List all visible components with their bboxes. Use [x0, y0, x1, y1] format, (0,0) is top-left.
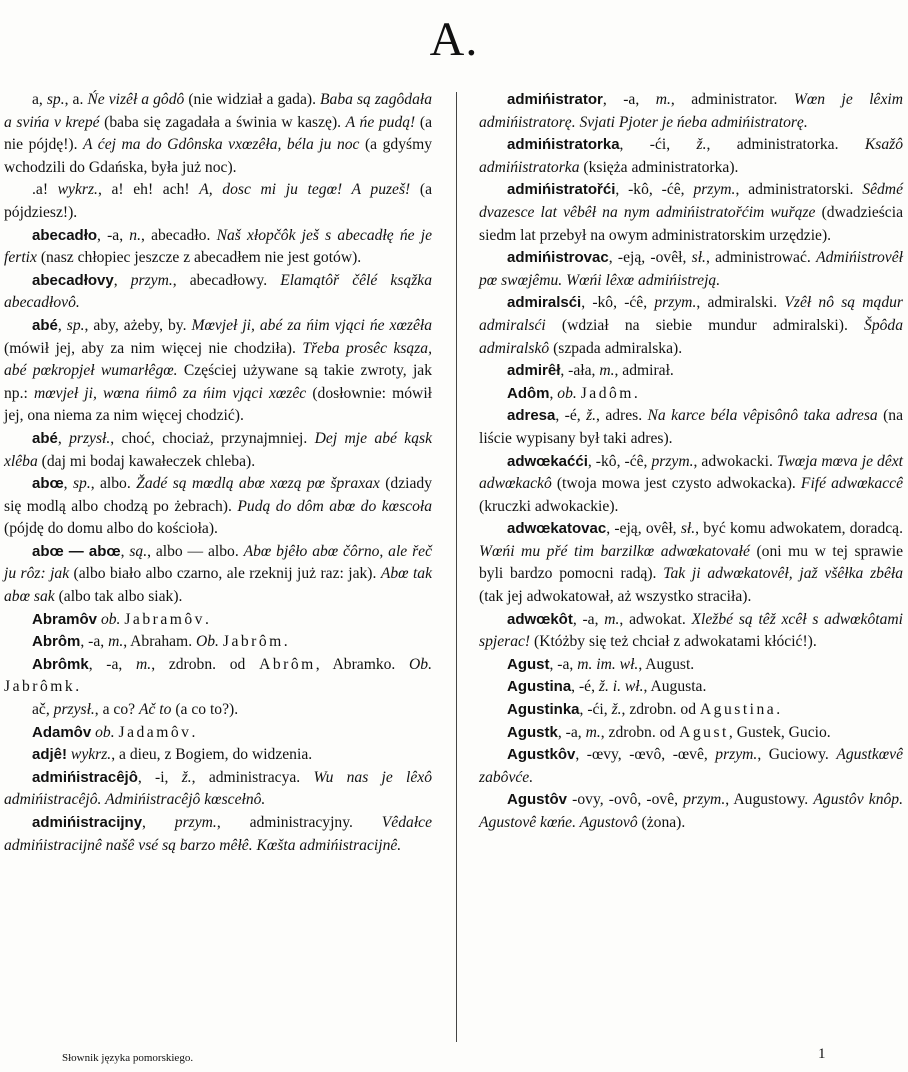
- dictionary-entry: [479, 134, 903, 179]
- entry-text: , August.: [638, 655, 695, 673]
- dictionary-entry: [479, 518, 903, 608]
- footer-note: Słownik języka pomorskiego.: [62, 1052, 194, 1064]
- entry-text: ,: [113, 271, 131, 289]
- entry-text: (dziady się modlą albo chodzą po żebrach).: [4, 475, 432, 515]
- entry-italic-text: sł.: [691, 249, 706, 267]
- entry-text: , a co?: [94, 701, 139, 719]
- entry-headword: adwœkaćći: [507, 452, 588, 470]
- entry-italic-text: ž.: [611, 701, 622, 719]
- entry-text: , administracya.: [191, 768, 314, 786]
- entry-text: , administracyjny.: [216, 814, 382, 831]
- entry-text: (Któżby się też chciał z adwokatami kłócić!).: [530, 633, 817, 651]
- dictionary-entry: [4, 473, 432, 541]
- entry-text: (twoja mowa jest czysto adwokacka).: [551, 475, 801, 493]
- entry-headword: Agustk: [507, 723, 558, 741]
- entry-text: (mówił jej, aby za nim więcej nie chodziła).: [4, 339, 303, 357]
- entry-text: (dwadzieścia siedm lat przebył na owym administratorskim urzędzie).: [479, 203, 903, 244]
- entry-text: ,: [63, 475, 73, 493]
- entry-text: , Gustek, Gucio.: [728, 723, 831, 741]
- entry-text: (szpada admiralska).: [549, 339, 683, 357]
- entry-italic-text: ž.: [696, 136, 707, 154]
- dictionary-entry: [479, 744, 903, 789]
- entry-text: , Abraham.: [123, 633, 196, 651]
- entry-text: ,: [120, 542, 130, 560]
- dictionary-entry: [479, 451, 903, 519]
- dictionary-entry: [479, 789, 903, 834]
- dictionary-entry: [4, 654, 432, 699]
- entry-italic-text: A ńe pudą!: [345, 113, 416, 131]
- entry-italic-text: Ksažô admińistratorka: [479, 136, 903, 176]
- dictionary-entry: [4, 699, 432, 722]
- entry-italic-text: m.: [599, 362, 615, 380]
- entry-italic-text: Ač to: [138, 701, 172, 719]
- entry-text: .: [776, 701, 781, 719]
- entry-text: (wdział na siebie mundur admiralski).: [545, 316, 865, 334]
- entry-italic-text: przysł.: [53, 701, 95, 719]
- entry-headword: admiralsći: [507, 294, 582, 312]
- entry-text: , abecadłowy.: [172, 271, 281, 289]
- entry-text: -ovy, -ovô, -ovê,: [567, 791, 684, 809]
- dictionary-entry: [479, 699, 903, 722]
- entry-headword: admińistratořći: [507, 181, 616, 199]
- entry-italic-text: sp.: [72, 475, 91, 493]
- entry-text: , -ći,: [579, 701, 612, 719]
- entry-italic-text: Naš xłopčôk ješ s abecadłę ńe je fertix: [4, 226, 432, 267]
- dictionary-entry: [4, 428, 432, 473]
- entry-italic-text: Sêdmé dvazesce lat vêbêł na nym admińistratořćim wuřąze: [479, 181, 903, 221]
- entry-italic-text: przym.: [715, 746, 758, 764]
- dictionary-entry: [4, 315, 432, 428]
- entry-italic-text: A ćej ma do Gdônska vxœzêła, béla ju noc: [83, 136, 360, 154]
- entry-text: , -é,: [555, 407, 587, 425]
- entry-italic-text: Pudą do dôm abœ do kœscoła: [237, 497, 432, 515]
- entry-headword: adresa: [507, 407, 556, 425]
- entry-text: (tak jej adwokatował, aż wszystko straciła).: [479, 588, 752, 606]
- entry-headword: Agustkôv: [507, 746, 576, 764]
- entry-text: , a.: [64, 91, 88, 108]
- entry-italic-text: m.: [136, 655, 152, 673]
- entry-italic-text: n.: [129, 226, 141, 244]
- entry-text: .: [283, 633, 288, 651]
- entry-italic-text: Mœvjeł ji, abé za ńim vjąci ńe xœzêła: [191, 316, 432, 334]
- entry-italic-text: są.: [129, 542, 148, 560]
- entry-headword: abé: [32, 316, 58, 334]
- entry-cross-reference: Jabrômk: [4, 678, 76, 696]
- entry-italic-text: Abœ bjêło abœ čôrno, ale řeč ju rôz: jak: [4, 542, 432, 583]
- entry-italic-text: Třeba prosêc ksąza, abé pœkropjeł wumarłêgœ.: [4, 339, 432, 380]
- entry-italic-text: Ob.: [196, 633, 219, 651]
- entry-italic-text: Xležbé są têž xcêł s adwœkôtami spjerac!: [479, 610, 903, 651]
- entry-italic-text: Tak ji adwœkatovêł, jaž všêłka zbêła: [663, 565, 903, 583]
- entry-italic-text: przym.: [651, 452, 694, 470]
- entry-headword: Adamôv: [32, 723, 92, 741]
- entry-text: .a!: [32, 181, 58, 199]
- entry-italic-text: przym.: [130, 271, 173, 289]
- entry-italic-text: Abœ tak abœ sak: [4, 565, 432, 606]
- entry-cross-reference: Jabramôv: [124, 610, 205, 628]
- dictionary-entry: [4, 812, 432, 857]
- entry-text: , -ała,: [560, 362, 600, 380]
- entry-italic-text: Agustôv knôp. Agustovê kœńe. Agustovô: [479, 791, 903, 831]
- dictionary-entry: [4, 541, 432, 609]
- entry-text: (kruczki adwokackie).: [479, 497, 619, 515]
- entry-text: , administrować.: [705, 249, 817, 267]
- entry-text: .: [204, 610, 209, 628]
- entry-italic-text: m.: [108, 633, 124, 651]
- entry-text: (na liście wypisany był taki adres).: [479, 407, 904, 447]
- entry-text: .: [633, 384, 638, 402]
- dictionary-entry: [479, 360, 903, 383]
- entry-italic-text: sł.: [680, 520, 696, 538]
- entry-text: , -a,: [549, 655, 578, 673]
- entry-cross-reference: Jadôm: [580, 384, 634, 402]
- entry-italic-text: ž.: [586, 407, 597, 425]
- dictionary-entry: [4, 767, 432, 812]
- entry-italic-text: przym.: [174, 814, 217, 831]
- entry-text: (dosłownie: mówił jej, ona niema za nim więcej chodzić).: [4, 384, 432, 425]
- entry-italic-text: ob.: [100, 610, 121, 628]
- entry-text: , -a,: [80, 633, 109, 651]
- dictionary-entry: [4, 722, 432, 745]
- entry-headword: admińistrovac: [507, 249, 609, 267]
- entry-headword: Agustinka: [507, 701, 580, 719]
- left-column: [4, 89, 432, 857]
- entry-text: (oni mu w tej sprawie byli bardzo pomocni radą).: [479, 542, 903, 583]
- dictionary-entry: [479, 292, 903, 360]
- entry-italic-text: Vzêł nô są mądur admiralsći: [479, 294, 903, 334]
- entry-text: , Guciowy.: [757, 746, 837, 764]
- page-number: 1: [818, 1046, 826, 1062]
- entry-italic-text: Ńe vizêł a gôdô: [87, 91, 185, 108]
- entry-text: ač,: [32, 701, 54, 719]
- entry-italic-text: sp.: [66, 316, 85, 334]
- entry-headword: Agust: [507, 655, 550, 673]
- entry-text: , administratorski.: [735, 181, 863, 199]
- entry-italic-text: Špôda admiralskô: [479, 316, 903, 357]
- dictionary-entry: [4, 225, 432, 270]
- entry-text: , -a,: [557, 723, 586, 741]
- entry-italic-text: m.: [604, 610, 620, 628]
- entry-italic-text: przysł.: [69, 429, 111, 447]
- entry-italic-text: wykrz.: [57, 181, 98, 199]
- entry-text: , -kô, -ćê,: [581, 294, 655, 312]
- entry-headword: Adôm: [507, 384, 550, 402]
- entry-text: , -é,: [571, 678, 599, 696]
- entry-text: (nie widział a gada).: [184, 91, 321, 108]
- entry-text: (pójdę do domu albo do kościoła).: [4, 520, 218, 538]
- entry-headword: adwœkatovac: [507, 520, 607, 538]
- dictionary-entry: [4, 631, 432, 654]
- entry-text: ,: [57, 316, 67, 334]
- entry-text: a,: [32, 91, 47, 108]
- entry-text: , -kô, -ćê,: [587, 452, 652, 470]
- entry-text: , Abramko.: [315, 655, 410, 673]
- entry-text: (baba się zagadała a świnia w kaszę).: [99, 113, 346, 131]
- entry-italic-text: mœvjeł ji, wœna ńimô za ńim vjąci xœzêc: [33, 384, 307, 402]
- entry-italic-text: Žadé są mœdlą abœ xœzą pœ špraxax: [136, 475, 380, 493]
- entry-italic-text: przym.: [683, 791, 726, 809]
- dictionary-entry: [479, 654, 903, 677]
- entry-headword: admińistratorka: [507, 136, 620, 154]
- entry-text: , -a,: [602, 91, 656, 108]
- entry-headword: abœ — abœ: [32, 542, 121, 560]
- entry-cross-reference: Jabrôm: [222, 633, 284, 651]
- entry-text: (albo biało albo czarno, ale rzeknij już raz: jak).: [69, 565, 381, 583]
- dictionary-entry: [479, 676, 903, 699]
- entry-italic-text: ž.: [181, 768, 192, 786]
- entry-headword: admirêł: [507, 362, 561, 380]
- entry-text: .: [75, 678, 80, 696]
- entry-text: (daj mi bodaj kawałeczek chleba).: [37, 452, 256, 470]
- entry-text: , albo — albo.: [147, 542, 244, 560]
- entry-text: , Augustowy.: [725, 791, 814, 809]
- entry-italic-text: Admińistrovêł pœ swœjêmu. Wœńi lêxœ admińistreją.: [479, 249, 903, 289]
- entry-text: , -ći,: [619, 136, 697, 154]
- entry-text: , administrator.: [670, 91, 794, 108]
- entry-italic-text: Wu nas je lêxô admińistracêjô. Admińistracêjô kœscełnô.: [4, 768, 432, 809]
- entry-italic-text: Agustkœvê zabôvće.: [479, 746, 903, 786]
- entry-text: , -i,: [137, 768, 182, 786]
- entry-text: (żona).: [637, 814, 686, 831]
- entry-text: , zdrobn. od: [621, 701, 700, 719]
- entry-italic-text: m.: [585, 723, 601, 741]
- entry-italic-text: Wœn je lêxim admińistratorę. Svjati Pjoter je ńeba admińistratorę.: [479, 91, 903, 131]
- entry-text: , a! eh! ach!: [97, 181, 200, 199]
- entry-text: , choć, chociaż, przynajmniej.: [110, 429, 315, 447]
- entry-italic-text: Wœńi mu přé tim barzilkœ adwœkatovałé: [479, 542, 750, 560]
- entry-italic-text: Twœja mœva je dêxt adwœkackô: [479, 452, 903, 493]
- entry-text: , adwokat.: [619, 610, 692, 628]
- dictionary-entry: [4, 89, 432, 179]
- entry-text: , albo.: [90, 475, 137, 493]
- entry-text: ,: [142, 814, 175, 831]
- dictionary-entry: [479, 383, 903, 406]
- entry-text: , zdrobn. od: [151, 655, 260, 673]
- entry-headword: admińistrator: [507, 91, 603, 108]
- entry-text: , -eją, -ovêł,: [608, 249, 692, 267]
- dictionary-entry: [479, 89, 903, 134]
- entry-italic-text: Ob.: [409, 655, 433, 673]
- entry-italic-text: A, dosc mi ju tegœ! A puzeš!: [199, 181, 411, 199]
- entry-italic-text: Dej mje abé kąsk xlêba: [4, 429, 432, 470]
- entry-text: , Augusta.: [643, 678, 707, 696]
- page-letter-heading: A.: [429, 13, 479, 66]
- column-divider: [456, 92, 457, 1042]
- entry-text: (a co to?).: [171, 701, 239, 719]
- dictionary-entry: [4, 270, 432, 315]
- entry-headword: abœ: [32, 475, 64, 493]
- entry-italic-text: Fifé adwœkaccê: [800, 475, 903, 493]
- entry-text: , a dieu, z Bogiem, do widzenia.: [111, 746, 313, 764]
- entry-text: (a nie pójdę!).: [4, 113, 432, 154]
- dictionary-entry: [479, 609, 903, 654]
- entry-text: , aby, ażeby, by.: [84, 316, 192, 334]
- entry-text: , -kô, -ćê,: [615, 181, 694, 199]
- dictionary-entry: [4, 609, 432, 632]
- entry-italic-text: ž. i. wł.: [598, 678, 644, 696]
- entry-text: , być komu adwokatem, doradcą.: [695, 520, 903, 538]
- entry-text: , admirał.: [614, 362, 674, 380]
- entry-italic-text: przym.: [654, 294, 697, 312]
- entry-text: , zdrobn. od: [600, 723, 680, 741]
- dictionary-entry: [479, 179, 903, 247]
- entry-text: Częściej używane są takie zwroty, jak np.:: [4, 362, 432, 402]
- entry-italic-text: ob.: [557, 384, 577, 402]
- entry-text: , -œvy, -œvô, -œvê,: [575, 746, 716, 764]
- entry-cross-reference: Agustina: [699, 701, 777, 719]
- entry-headword: adjê!: [32, 746, 68, 764]
- entry-headword: abé: [32, 429, 58, 447]
- entry-italic-text: sp.: [46, 91, 65, 108]
- entry-text: (a gdyśmy wchodzili do Gdańska, była już noc).: [4, 136, 433, 176]
- entry-text: , -a,: [572, 610, 605, 628]
- entry-text: , -a,: [97, 226, 130, 244]
- entry-text: , abecadło.: [141, 226, 217, 244]
- entry-headword: Abrômk: [32, 655, 89, 673]
- entry-headword: Abramôv: [32, 610, 98, 628]
- entry-text: , administratorka.: [706, 136, 865, 154]
- entry-headword: Agustôv: [507, 791, 567, 809]
- entry-italic-text: wykrz.: [70, 746, 112, 764]
- right-column: [479, 89, 903, 835]
- entry-headword: abecadłovy: [32, 271, 114, 289]
- entry-italic-text: Vêdałce admińistracijnê našê vsé są barzo mêłê. Kœšta admińistracijnê.: [4, 814, 432, 854]
- entry-headword: adwœkôt: [507, 610, 573, 628]
- entry-headword: abecadło: [32, 226, 98, 244]
- entry-italic-text: Baba są zagôdała a svińa v krepé: [4, 91, 433, 131]
- dictionary-entry: [479, 405, 903, 450]
- entry-italic-text: Na karce béla vêpisônô taka adresa: [647, 407, 878, 425]
- entry-text: .: [191, 723, 196, 741]
- entry-text: , adres.: [596, 407, 648, 425]
- entry-headword: Agustina: [507, 678, 572, 696]
- entry-text: (nasz chłopiec jeszcze z abecadłem nie jest gotów).: [36, 249, 362, 267]
- entry-headword: admińistracêjô: [32, 768, 138, 786]
- entry-italic-text: m.: [655, 91, 671, 108]
- entry-text: (albo tak albo siak).: [54, 588, 183, 606]
- entry-cross-reference: Jadamôv: [118, 723, 192, 741]
- entry-text: (a pójdziesz!).: [4, 181, 432, 221]
- entry-text: (księża administratorka).: [579, 158, 739, 176]
- entry-italic-text: Elamątôř čêlé ksąžka abecadłovô.: [4, 271, 432, 312]
- entry-italic-text: m. im. wł.: [577, 655, 639, 673]
- entry-headword: Abrôm: [32, 633, 81, 651]
- entry-cross-reference: Abrôm: [259, 655, 316, 673]
- entry-text: ,: [549, 384, 558, 402]
- entry-text: , -a,: [88, 655, 137, 673]
- entry-text: , admiralski.: [696, 294, 785, 312]
- entry-text: ,: [57, 429, 70, 447]
- dictionary-entry: [479, 247, 903, 292]
- entry-text: , adwokacki.: [693, 452, 777, 470]
- entry-italic-text: ob.: [95, 723, 115, 741]
- entry-headword: admińistracijny: [32, 814, 143, 831]
- entry-italic-text: przym.: [693, 181, 736, 199]
- dictionary-entry: [4, 179, 432, 224]
- entry-cross-reference: Agust: [679, 723, 729, 741]
- dictionary-entry: [479, 722, 903, 745]
- dictionary-entry: [4, 744, 432, 767]
- entry-text: , -eją, ovêł,: [606, 520, 681, 538]
